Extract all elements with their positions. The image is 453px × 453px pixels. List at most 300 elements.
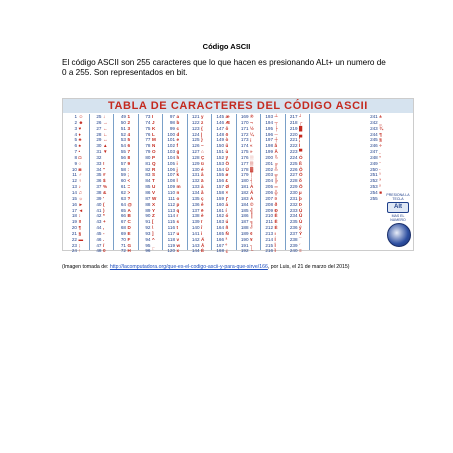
ascii-code: 140 — [191, 225, 200, 231]
ascii-char: Ð — [274, 207, 278, 213]
ascii-code: 113 — [167, 207, 175, 213]
ascii-code: 117 — [167, 230, 175, 236]
ascii-char: o — [176, 195, 180, 201]
ascii-code: 65 — [120, 207, 126, 213]
ascii-code: 31 — [96, 149, 102, 155]
ascii-code: 201 — [265, 160, 273, 166]
ascii-code: 85 — [145, 184, 151, 190]
ascii-char: æ — [225, 114, 230, 119]
ascii-column — [237, 114, 262, 254]
ascii-code: 191 — [240, 242, 249, 248]
ascii-code: 254 — [370, 189, 378, 195]
ascii-char: ┴ — [274, 114, 278, 119]
ascii-code: 82 — [145, 166, 151, 172]
ascii-code: 80 — [145, 154, 151, 160]
ascii-char: p — [176, 201, 180, 207]
ascii-char: · — [379, 166, 381, 172]
ascii-code: 56 — [120, 154, 126, 160]
ascii-code: 153 — [216, 160, 224, 166]
ascii-char: M — [152, 137, 156, 143]
ascii-code: 181 — [240, 184, 249, 190]
ascii-char: Ï — [274, 248, 276, 254]
ascii-char: 1 — [127, 114, 131, 119]
ascii-column — [114, 114, 139, 254]
ascii-code: 171 — [240, 125, 249, 131]
ascii-code: 169 — [240, 114, 249, 119]
ascii-char: ı — [274, 230, 276, 236]
ascii-code: 91 — [145, 219, 151, 225]
ascii-code: 240 — [289, 248, 298, 254]
ascii-code: 176 — [240, 154, 249, 160]
ascii-column — [65, 114, 90, 254]
ascii-code: 15 — [71, 195, 77, 201]
ascii-char: P — [152, 154, 156, 160]
ascii-char: ª — [225, 236, 228, 242]
ascii-char: U — [152, 184, 156, 190]
ascii-char: └ — [250, 248, 254, 254]
ascii-code: 32 — [96, 154, 102, 160]
ascii-char: ¦ — [299, 137, 301, 143]
ascii-code: 238 — [289, 236, 298, 242]
ascii-char: Õ — [299, 184, 303, 190]
ascii-code: 230 — [289, 189, 298, 195]
ascii-char: 4 — [127, 131, 131, 137]
ascii-code: 221 — [289, 137, 298, 143]
ascii-char: à — [201, 184, 204, 190]
ascii-code: 47 — [96, 242, 102, 248]
ascii-cell — [286, 248, 310, 254]
ascii-char: Æ — [225, 119, 231, 125]
ascii-char: ï — [201, 219, 203, 225]
ascii-char: µ — [299, 189, 302, 195]
ascii-cell — [139, 248, 163, 254]
ascii-code: 111 — [168, 195, 175, 201]
ascii-code: 109 — [167, 184, 175, 190]
ascii-code: 172 — [240, 131, 249, 137]
ascii-code: 158 — [216, 189, 224, 195]
ascii-char: N — [152, 143, 156, 149]
ascii-code: 123 — [191, 125, 200, 131]
ascii-code: 145 — [216, 114, 224, 119]
ascii-column — [366, 114, 389, 250]
ascii-char: Q — [152, 160, 156, 166]
ascii-char: ∟ — [103, 131, 108, 137]
ascii-code: 122 — [191, 119, 200, 125]
ascii-code: 121 — [191, 114, 200, 119]
ascii-cell — [114, 248, 138, 254]
ascii-cell — [188, 248, 212, 254]
ascii-code: 48 — [96, 248, 102, 254]
ascii-code: 1 — [74, 114, 77, 119]
ascii-char: 7 — [127, 149, 131, 155]
ascii-cell — [261, 248, 285, 254]
ascii-char: Z — [152, 213, 155, 219]
ascii-code: 222 — [289, 143, 298, 149]
ascii-char: → — [103, 119, 108, 125]
ascii-char: ═ — [274, 184, 278, 190]
ascii-char: e — [176, 137, 180, 143]
ascii-code: 102 — [167, 143, 175, 149]
ascii-cell — [237, 248, 261, 254]
logo-icon — [387, 223, 411, 247]
ascii-char: ☺ — [78, 114, 84, 119]
ascii-code: 115 — [167, 219, 175, 225]
ascii-code: 186 — [240, 213, 249, 219]
alt-badge — [384, 193, 412, 222]
ascii-code: 248 — [370, 154, 378, 160]
ascii-code: 151 — [216, 149, 224, 155]
ascii-char: Ô — [299, 166, 303, 172]
ascii-char: ² — [379, 184, 381, 190]
document-title: Código ASCII — [202, 42, 251, 51]
ascii-char: Ç — [201, 154, 205, 160]
ascii-code: 30 — [96, 143, 102, 149]
ascii-code: 12 — [71, 178, 77, 184]
ascii-code: 131 — [191, 172, 200, 178]
ascii-code: 210 — [265, 213, 273, 219]
ascii-code: 16 — [71, 201, 77, 207]
ascii-char: ┤ — [250, 178, 254, 184]
ascii-code: 101 — [167, 137, 175, 143]
ascii-code: 112 — [167, 201, 175, 207]
ascii-code: 168 — [216, 248, 224, 254]
ascii-code: 217 — [289, 114, 298, 119]
ascii-char: Y — [152, 207, 156, 213]
ascii-code: 239 — [289, 242, 298, 248]
alt-key-icon: Alt — [387, 202, 409, 213]
ascii-char: ╚ — [274, 154, 278, 160]
ascii-column — [261, 114, 286, 254]
ascii-code: 46 — [96, 236, 102, 242]
ascii-char: ♥ — [78, 125, 82, 131]
ascii-code: 66 — [120, 213, 126, 219]
ascii-char: ╩ — [274, 166, 278, 172]
ascii-char: ƒ — [225, 195, 229, 201]
ascii-code: 8 — [74, 154, 77, 160]
ascii-columns — [65, 114, 310, 254]
source-link[interactable]: http://lacomputadora.org/que-es-el-codigo-ascii-y-para-que-sirve/166 — [109, 264, 268, 270]
ascii-cell — [90, 248, 114, 254]
ascii-char: ú — [225, 219, 229, 225]
ascii-code: 42 — [96, 213, 102, 219]
ascii-char: ì — [201, 230, 203, 236]
ascii-char: ( — [103, 201, 105, 207]
ascii-char: J — [152, 119, 155, 125]
ascii-code: 241 — [370, 114, 378, 119]
ascii-code: 116 — [167, 225, 175, 231]
ascii-char: V — [152, 189, 156, 195]
ascii-char: / — [103, 242, 105, 248]
ascii-char: â — [201, 172, 204, 178]
ascii-code: 157 — [216, 184, 224, 190]
ascii-char: ◙ — [78, 166, 82, 172]
ascii-code: 152 — [216, 154, 224, 160]
ascii-code: 183 — [240, 195, 249, 201]
ascii-char: ▼ — [103, 149, 108, 155]
ascii-char: H — [127, 248, 131, 254]
ascii-code: 13 — [71, 184, 77, 190]
ascii-code: 11 — [72, 172, 77, 178]
ascii-code: 74 — [145, 119, 151, 125]
ascii-code: 53 — [120, 137, 126, 143]
ascii-char: u — [176, 230, 180, 236]
ascii-code: 86 — [145, 189, 151, 195]
ascii-char: m — [176, 184, 181, 190]
ascii-code: 62 — [120, 189, 126, 195]
ascii-char: ± — [379, 114, 382, 119]
ascii-char: ┌ — [299, 119, 303, 125]
ascii-code: 195 — [265, 125, 273, 131]
ascii-char: í — [225, 207, 227, 213]
ascii-code: 75 — [145, 125, 151, 131]
ascii-char: î — [201, 225, 203, 231]
ascii-code: 212 — [265, 225, 273, 231]
ascii-char: ' — [103, 195, 105, 201]
ascii-char: ♫ — [78, 189, 82, 195]
ascii-char: ┐ — [250, 242, 254, 248]
ascii-code: 211 — [265, 219, 273, 225]
ascii-code: 92 — [145, 225, 151, 231]
ascii-char: § — [78, 230, 82, 236]
ascii-code: 214 — [265, 236, 273, 242]
ascii-char: ↕ — [78, 213, 81, 219]
ascii-char: £ — [225, 178, 229, 184]
ascii-char: T — [152, 178, 155, 184]
ascii-char: F — [127, 236, 131, 242]
ascii-char: þ — [299, 195, 302, 201]
ascii-char: ▬ — [78, 236, 84, 242]
ascii-char: å — [201, 189, 204, 195]
ascii-char: █ — [299, 125, 303, 131]
ascii-char: Í — [274, 236, 276, 242]
ascii-code: 245 — [370, 137, 378, 143]
ascii-code: 142 — [191, 236, 200, 242]
ascii-char: ^ — [152, 236, 155, 242]
ascii-code: 232 — [289, 201, 298, 207]
ascii-char: ♀ — [78, 178, 82, 184]
ascii-code: 29 — [96, 137, 102, 143]
ascii-char: Ò — [299, 172, 303, 178]
ascii-code: 40 — [96, 201, 102, 207]
ascii-code: 213 — [265, 230, 273, 236]
ascii-cell — [65, 248, 89, 254]
ascii-code: 220 — [289, 131, 298, 137]
ascii-char: 5 — [127, 137, 131, 143]
ascii-char: ü — [201, 160, 204, 166]
ascii-char: Ë — [274, 219, 278, 225]
ascii-char: ♠ — [78, 143, 81, 149]
ascii-char: $ — [103, 178, 106, 184]
ascii-char: ¼ — [250, 131, 254, 137]
ascii-code: 100 — [167, 131, 175, 137]
caption-prefix: (Imagen tomada de: — [62, 264, 110, 270]
ascii-code: 41 — [96, 207, 102, 213]
ascii-code: 22 — [71, 236, 77, 242]
ascii-code: 35 — [96, 172, 102, 178]
ascii-code: 235 — [289, 219, 298, 225]
ascii-char: ♣ — [78, 137, 82, 143]
ascii-char: ╬ — [274, 189, 278, 195]
ascii-code: 246 — [370, 143, 378, 149]
ascii-char: 9 — [127, 160, 131, 166]
ascii-char: Ü — [225, 166, 229, 172]
ascii-char: ¹ — [379, 172, 381, 178]
ascii-cell — [212, 248, 236, 254]
ascii-char: ▀ — [299, 149, 303, 155]
ascii-code: 79 — [145, 149, 151, 155]
ascii-code: 44 — [96, 225, 102, 231]
ascii-char: Î — [274, 242, 276, 248]
ascii-table-image — [62, 98, 414, 254]
ascii-code: 233 — [289, 207, 298, 213]
ascii-char: ¿ — [225, 248, 229, 254]
ascii-table-header: TABLA DE CARACTERES DEL CÓDIGO ASCII — [63, 99, 413, 113]
ascii-column — [286, 114, 311, 254]
ascii-char: Ä — [201, 236, 205, 242]
ascii-code: 39 — [96, 195, 102, 201]
ascii-code: 251 — [370, 172, 378, 178]
ascii-code: 52 — [120, 131, 126, 137]
ascii-code: 219 — [289, 125, 298, 131]
ascii-code: 63 — [120, 195, 126, 201]
ascii-code: 132 — [191, 178, 200, 184]
ascii-code: 21 — [71, 230, 77, 236]
ascii-char: ◘ — [78, 154, 82, 160]
ascii-code: 83 — [145, 172, 151, 178]
ascii-char: × — [225, 189, 229, 195]
ascii-code: 178 — [240, 166, 249, 172]
ascii-char: X — [152, 201, 156, 207]
ascii-char: ö — [225, 131, 229, 137]
ascii-char: ´ — [299, 242, 301, 248]
ascii-code: 159 — [216, 195, 224, 201]
ascii-char: d — [176, 131, 180, 137]
ascii-char: _ — [152, 242, 155, 248]
ascii-code: 218 — [289, 119, 298, 125]
ascii-char: q — [176, 207, 180, 213]
ascii-code: 154 — [216, 166, 224, 172]
ascii-char: ▒ — [250, 160, 254, 166]
ascii-char: ³ — [379, 178, 381, 184]
ascii-char: • — [78, 149, 81, 155]
ascii-char: 6 — [127, 143, 131, 149]
ascii-code: 93 — [145, 230, 151, 236]
ascii-char: ░ — [250, 154, 254, 160]
ascii-code: 55 — [120, 149, 126, 155]
ascii-char: ≡ — [299, 248, 302, 254]
ascii-code: 106 — [167, 166, 175, 172]
ascii-char: È — [274, 225, 278, 231]
ascii-code: 3 — [74, 125, 77, 131]
ascii-code: 110 — [167, 189, 175, 195]
ascii-char: õ — [299, 178, 302, 184]
ascii-char: j — [176, 166, 178, 172]
ascii-char: ┬ — [274, 119, 278, 125]
ascii-code: 64 — [120, 201, 126, 207]
ascii-char: ╣ — [250, 207, 254, 213]
ascii-char: ╦ — [274, 172, 278, 178]
ascii-code: 180 — [240, 178, 249, 184]
ascii-code: 84 — [145, 178, 151, 184]
ascii-code: 205 — [265, 184, 273, 190]
ascii-code: 127 — [191, 149, 200, 155]
ascii-code: 81 — [145, 160, 151, 166]
ascii-char: ┘ — [299, 114, 303, 119]
ascii-char: ■ — [379, 189, 383, 195]
ascii-char: ▄ — [299, 131, 303, 137]
ascii-char: Â — [250, 189, 254, 195]
ascii-char: ¡ — [250, 137, 252, 143]
ascii-code: 207 — [265, 195, 273, 201]
ascii-code: 188 — [240, 225, 249, 231]
ascii-code: 244 — [370, 131, 378, 137]
ascii-code: 237 — [289, 230, 298, 236]
ascii-code: 118 — [167, 236, 175, 242]
ascii-code: 148 — [216, 131, 224, 137]
ascii-code: 78 — [145, 143, 151, 149]
ascii-char: 2 — [127, 119, 131, 125]
ascii-char: ½ — [250, 125, 254, 131]
ascii-code: 174 — [240, 143, 249, 149]
ascii-char: û — [225, 143, 229, 149]
ascii-code: 137 — [191, 207, 200, 213]
ascii-char: ↔ — [103, 137, 108, 143]
ascii-code: 107 — [167, 172, 175, 178]
ascii-code: 37 — [96, 184, 102, 190]
ascii-code: 185 — [240, 207, 249, 213]
ascii-char: » — [250, 149, 253, 155]
ascii-char: A — [127, 207, 131, 213]
ascii-char: ◄ — [78, 207, 84, 213]
ascii-code: 226 — [289, 166, 298, 172]
ascii-code: 125 — [191, 137, 200, 143]
ascii-code: 124 — [191, 131, 200, 137]
ascii-char: ¸ — [379, 149, 381, 155]
ascii-char: ¥ — [250, 236, 253, 242]
ascii-char: ‼ — [78, 219, 82, 225]
ascii-char: ò — [225, 137, 229, 143]
ascii-code: 17 — [71, 207, 77, 213]
ascii-char: ╗ — [250, 219, 254, 225]
ascii-code: 196 — [265, 131, 273, 137]
ascii-code: 255 — [370, 195, 378, 201]
ascii-code: 198 — [265, 143, 273, 149]
ascii-code: 18 — [71, 213, 77, 219]
ascii-code: 161 — [216, 207, 224, 213]
ascii-code: 224 — [289, 154, 298, 160]
ascii-char: ╠ — [274, 178, 278, 184]
ascii-char: : — [127, 166, 130, 172]
ascii-code: 253 — [370, 184, 378, 190]
ascii-char: ä — [201, 178, 204, 184]
ascii-code: 69 — [120, 230, 126, 236]
ascii-char: G — [127, 242, 132, 248]
ascii-code: 193 — [265, 114, 273, 119]
ascii-char: v — [176, 236, 180, 242]
ascii-code: 139 — [191, 219, 200, 225]
ascii-code: 70 — [120, 236, 126, 242]
ascii-code: 223 — [289, 149, 298, 155]
ascii-code: 179 — [240, 172, 249, 178]
ascii-code: 96 — [145, 248, 151, 254]
ascii-char: ↑ — [78, 248, 81, 254]
ascii-code: 57 — [120, 160, 126, 166]
ascii-code: 150 — [216, 143, 224, 149]
ascii-code: 97 — [169, 114, 175, 119]
ascii-char: h — [176, 154, 180, 160]
ascii-char: ý — [299, 225, 302, 231]
ascii-code: 146 — [216, 119, 224, 125]
